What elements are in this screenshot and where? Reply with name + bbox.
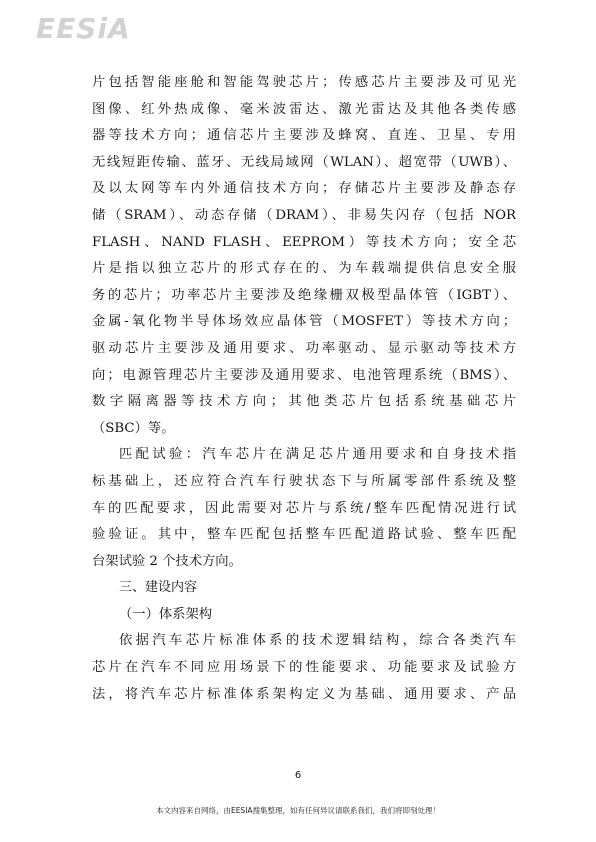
text-line: 台架试验 2 个技术方向。: [92, 553, 242, 569]
eesia-logo: EESiA: [36, 12, 131, 45]
text-line: （一）体系架构: [119, 606, 213, 622]
text-line: 务的芯片；功率芯片主要涉及绝缘栅双极型晶体管（IGBT）、: [92, 287, 516, 303]
text-line: 无线短距传输、蓝牙、无线局域网（WLAN）、超宽带（UWB）、: [92, 154, 516, 170]
text-line: 数字隔离器等技术方向；其他类芯片包括系统基础芯片: [92, 394, 516, 410]
text-line: 标基础上，还应符合汽车行驶状态下与所属零部件系统及整: [92, 473, 516, 489]
text-line: 依据汽车芯片标准体系的技术逻辑结构，综合各类汽车: [119, 633, 516, 649]
page-number: 6: [294, 770, 302, 781]
text-line: 器等技术方向；通信芯片主要涉及蜂窝、直连、卫星、专用: [92, 128, 516, 144]
text-line: FLASH、NAND FLASH、EEPROM）等技术方向；安全芯: [92, 234, 516, 250]
text-line: 车的匹配要求，因此需要对芯片与系统/整车匹配情况进行试: [92, 500, 516, 516]
text-line: 金属-氧化物半导体场效应晶体管（MOSFET）等技术方向；: [92, 314, 516, 330]
text-line: （SBC）等。: [92, 420, 175, 436]
text-line: 储（SRAM）、动态存储（DRAM）、非易失闪存（包括 NOR: [92, 207, 516, 223]
text-line: 片是指以独立芯片的形式存在的、为车载端提供信息安全服: [92, 261, 516, 277]
section-heading: 三、建设内容: [119, 580, 198, 596]
text-line: 匹配试验：汽车芯片在满足芯片通用要求和自身技术指: [119, 447, 516, 463]
text-line: 向；电源管理芯片主要涉及通用要求、电池管理系统（BMS）、: [92, 367, 516, 383]
text-line: 验验证。其中，整车匹配包括整车匹配道路试验、整车匹配: [92, 527, 516, 543]
text-line: 法，将汽车芯片标准体系架构定义为基础、通用要求、产品: [92, 686, 516, 702]
text-line: 驱动芯片主要涉及通用要求、功率驱动、显示驱动等技术方: [92, 340, 516, 356]
text-line: 芯片在汽车不同应用场景下的性能要求、功能要求及试验方: [92, 660, 516, 676]
document-body: [92, 70, 516, 708]
text-line: 片包括智能座舱和智能驾驶芯片；传感芯片主要涉及可见光: [92, 75, 516, 90]
footer-disclaimer: 本文内容来自网络，由EESIA搜集整理，如有任何异议请联系我们，我们将即刻处理！: [155, 806, 441, 815]
text-line: 图像、红外热成像、毫米波雷达、激光雷达及其他各类传感: [92, 101, 516, 117]
text-line: 及以太网等车内外通信技术方向；存储芯片主要涉及静态存: [92, 181, 516, 197]
